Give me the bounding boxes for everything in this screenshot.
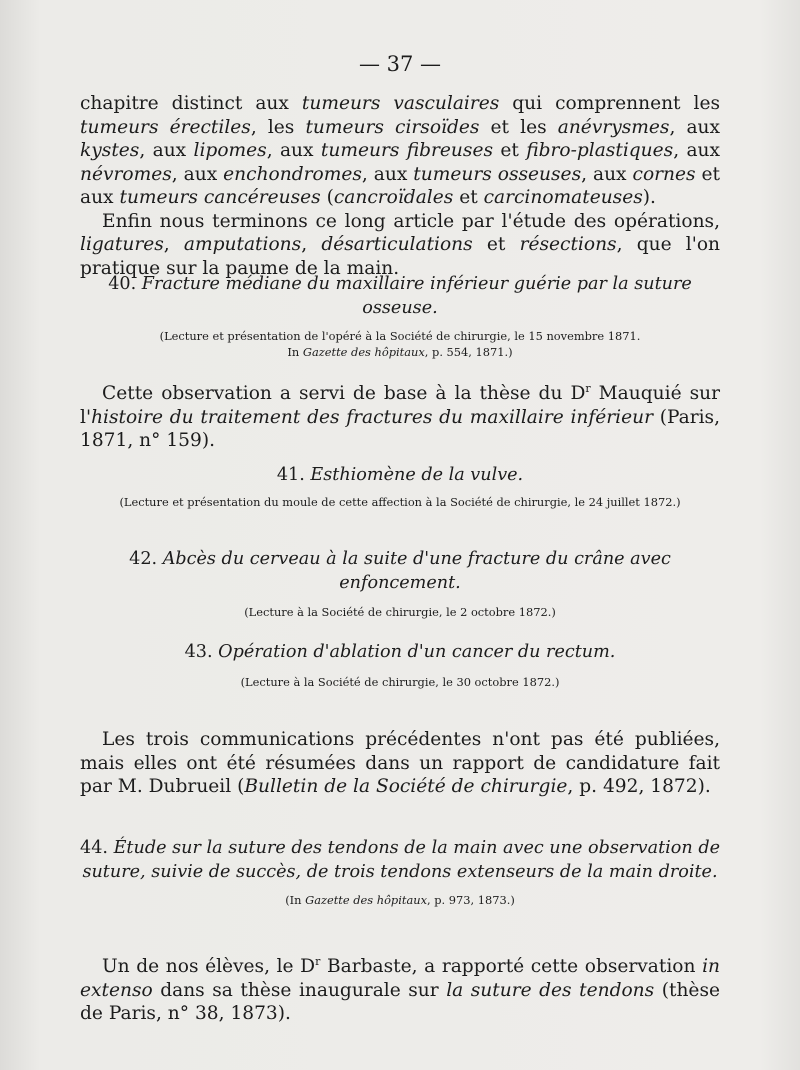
entry-heading: 44. Étude sur la suture des tendons de la main avec une observation de suture, suivie de succès, de trois tendons extenseurs de la main droite. <box>80 838 721 882</box>
entry-reference: (In Gazette des hôpitaux, p. 973, 1873.) <box>285 893 515 907</box>
entry-heading: 40. Fracture médiane du maxillaire inférieur guérie par la suture osseuse. <box>108 274 692 318</box>
paragraph-tumors <box>80 92 720 280</box>
entry-44 <box>80 836 720 908</box>
entry-reference: (Lecture à la Société de chirurgie, le 2 octobre 1872.) <box>244 605 556 619</box>
entry-reference: (Lecture et présentation du moule de cette affection à la Société de chirurgie, le 24 juillet 1872.) <box>119 495 681 509</box>
paragraph-text: Cette observation a servi de base à la thèse du $D^r$ Mauquié sur l'histoire du traitement des fractures du maxillaire inférieur (Paris, 1871, n° 159). <box>80 382 721 452</box>
paragraph-barbaste <box>80 950 720 1026</box>
paragraph-text: Les trois communications précédentes n'ont pas été publiées, mais elles ont été résumées dans un rapport de candidature fait par M. Dubrueil (Bulletin de la Société de chirurgie, p. 492, 1872). <box>80 729 720 797</box>
entry-reference: (Lecture et présentation de l'opéré à la Société de chirurgie, le 15 novembre 1871. <box>159 329 641 343</box>
entry-41 <box>80 463 720 510</box>
entry-heading: 43. Opération d'ablation d'un cancer du rectum. <box>184 642 616 662</box>
entry-reference-line-2: In Gazette des hôpitaux, p. 554, 1871.) <box>287 345 513 359</box>
entry-heading: 42. Abcès du cerveau à la suite d'une fracture du crâne avec enfoncement. <box>129 549 671 593</box>
entry-40 <box>80 272 720 360</box>
paragraph-text: Un de nos élèves, le $D^r$ Barbaste, a rapporté cette observation in extenso dans sa thèse inaugurale sur la suture des tendons (thèse de Paris, n° 38, 1873). <box>80 955 721 1025</box>
entry-reference: (Lecture à la Société de chirurgie, le 30 octobre 1872.) <box>240 675 560 689</box>
paragraph-text: chapitre distinct aux tumeurs vasculaires qui comprennent les tumeurs érectiles, les tumeurs cirsoïdes et les anévrysmes, aux kystes, aux lipomes, aux tumeurs fibreuses et fibro-plastiques, aux névromes, aux enchondromes, aux tumeurs osseuses, aux cornes et aux tumeurs cancéreuses (cancroïdales et carcinomateuses). <box>80 93 721 208</box>
entry-43 <box>80 640 720 690</box>
paragraph-communications <box>80 728 720 799</box>
entry-42 <box>80 547 720 620</box>
paragraph-operations: Enfin nous terminons ce long article par l'étude des opérations, ligatures, amputations, désarticulations et résections, que l'on pratique sur la paume de la main. <box>80 210 721 279</box>
page-number: — 37 — <box>358 52 442 76</box>
paragraph-mauquie <box>80 377 720 453</box>
entry-heading: 41. Esthiomène de la vulve. <box>276 465 524 485</box>
